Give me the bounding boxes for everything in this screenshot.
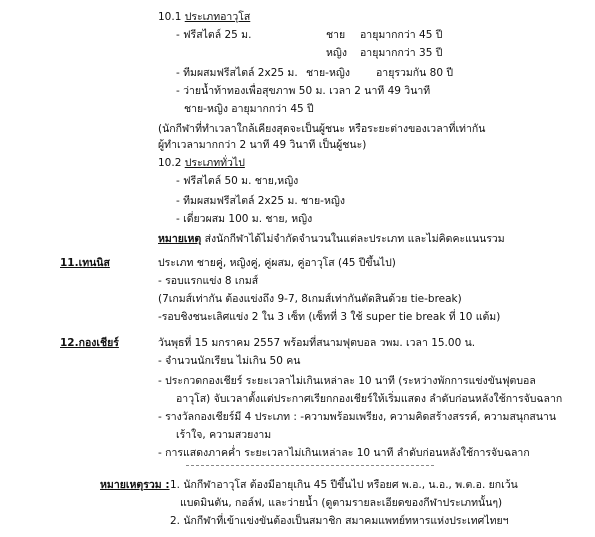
section-10-1-number: 10.1 (158, 11, 182, 23)
male-age: อายุมากกว่า 45 ปี (360, 29, 443, 41)
cheer-line-6: เร้าใจ, ความสวยงาม (176, 429, 272, 441)
remark-label: หมายเหตุ (158, 233, 202, 245)
remark (158, 232, 505, 246)
list-item: - ทีมผสมฟรีสไตล์ 2x25 ม. ชาย-หญิง (176, 195, 345, 207)
cheer-line-2: - จำนวนนักเรียน ไม่เกิน 50 คน (158, 355, 301, 367)
cheer-line-7: - การแสดงภาคค่ำ ระยะเวลาไม่เกินเหล่าละ 10 นาที ลำดับก่อนหลังใช้การจับฉลาก (158, 447, 530, 459)
note-line-2: ผู้ทำเวลามากกว่า 2 นาที 49 วินาที เป็นผู้ชนะ) (158, 139, 367, 151)
relay-age: อายุรวมกัน 80 ปี (376, 67, 454, 79)
cheer-line-3: - ประกวดกองเชียร์ ระยะเวลาไม่เกินเหล่าละ 10 นาที (ระหว่างพักการแข่งขันฟุตบอล (158, 375, 536, 387)
female-age: อายุมากกว่า 35 ปี (360, 47, 443, 59)
summary-item-1a: 1. นักกีฬาอาวุโส ต้องมีอายุเกิน 45 ปีขึ้นไป หรือยศ พ.อ., น.อ., พ.ต.อ. ยกเว้น (170, 479, 518, 491)
male-label: ชาย (326, 29, 346, 41)
remark-text: ส่งนักกีฬาได้ไม่จำกัดจำนวนในแต่ละประเภท และไม่คิดคะแนนรวม (204, 233, 505, 245)
section-10-2-number: 10.2 (158, 157, 182, 169)
section-11-title: 11.เทนนิส (60, 257, 110, 269)
section-12-title: 12.กองเชียร์ (60, 337, 119, 349)
cheer-line-4: อาวุโส) จับเวลาตั้งแต่ประกาศเรียกกองเชียร์ให้เริ่มแสดง ลำดับก่อนหลังใช้การจับฉลาก (176, 393, 563, 405)
list-item: - ฟรีสไตล์ 50 ม. ชาย,หญิง (176, 175, 299, 187)
freestyle-25-label: - ฟรีสไตล์ 25 ม. (176, 29, 252, 41)
summary-label: หมายเหตุรวม : (100, 479, 170, 491)
cheer-line-1: วันพุธที่ 15 มกราคม 2557 พร้อมที่สนามฟุตบอล วพม. เวลา 15.00 น. (158, 337, 476, 349)
summary-item-1b: แบดมินตัน, กอล์ฟ, และว่ายน้ำ (ดูตามรายละเอียดของกีฬาประเภทนั้นๆ) (180, 497, 503, 509)
summary-item-2: 2. นักกีฬาที่เข้าแข่งขันต้องเป็นสมาชิก สมาคมแพทย์ทหารแห่งประเทศไทยฯ (170, 515, 509, 527)
note-line-1: (นักกีฬาที่ทำเวลาใกล้เคียงสุดจะเป็นผู้ชนะ หรือระยะต่างของเวลาที่เท่ากัน (158, 123, 486, 135)
divider (186, 465, 434, 466)
list-item: - เดี่ยวผสม 100 ม. ชาย, หญิง (176, 213, 313, 225)
section-10-1-heading (158, 10, 250, 24)
female-label: หญิง (326, 47, 347, 59)
gold-challenge: - ว่ายน้ำท้าทองเพื่อสุขภาพ 50 ม. เวลา 2 นาที 49 วินาที (176, 85, 431, 97)
relay-label: - ทีมผสมฟรีสไตล์ 2x25 ม. (176, 67, 298, 79)
section-10-1-title: ประเภทอาวุโส (184, 11, 251, 23)
gold-challenge-sub: ชาย-หญิง อายุมากกว่า 45 ปี (184, 103, 314, 115)
tennis-line-1: ประเภท ชายคู่, หญิงคู่, คู่ผสม, คู่อาวุโส (45 ปีขึ้นไป) (158, 257, 396, 269)
tennis-line-4: -รอบชิงชนะเลิศแข่ง 2 ใน 3 เซ็ท (เซ็ทที่ 3 ใช้ super tie break ที่ 10 แต้ม) (158, 311, 501, 323)
tennis-line-3: (7เกมส์เท่ากัน ต้องแข่งถึง 9-7, 8เกมส์เท่ากันตัดสินด้วย tie-break) (158, 293, 462, 305)
tennis-line-2: - รอบแรกแข่ง 8 เกมส์ (158, 275, 259, 287)
section-10-2-heading (158, 156, 245, 170)
section-10-2-title: ประเภททั่วไป (184, 157, 245, 169)
cheer-line-5: - รางวัลกองเชียร์มี 4 ประเภท : -ความพร้อมเพรียง, ความคิดสร้างสรรค์, ความสนุกสนาน (158, 411, 557, 423)
relay-gender: ชาย-หญิง (306, 67, 350, 79)
